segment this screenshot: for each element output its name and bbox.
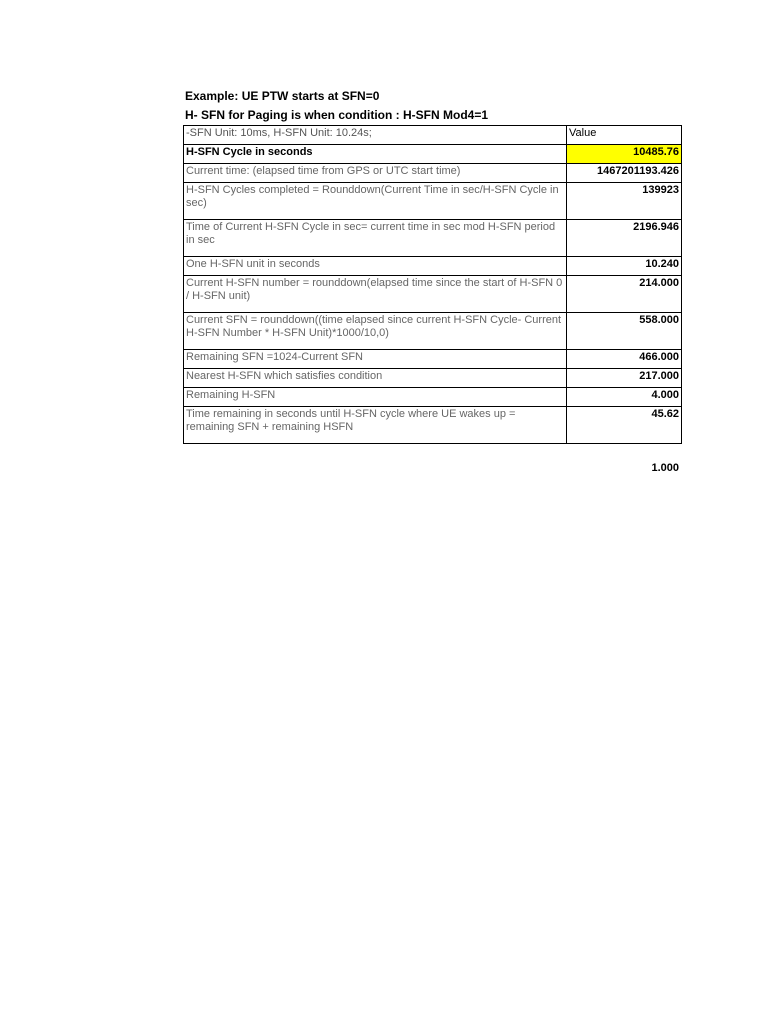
label-cell[interactable]: Time remaining in seconds until H-SFN cycle where UE wakes up = remaining SFN + remaining HSFN	[184, 407, 567, 444]
table-row	[184, 183, 682, 220]
table-row	[184, 145, 682, 164]
label-cell[interactable]: H-SFN Cycles completed = Rounddown(Current Time in sec/H-SFN Cycle in sec)	[184, 183, 567, 220]
label-cell[interactable]: One H-SFN unit in seconds	[184, 257, 567, 276]
table-row	[184, 220, 682, 257]
value-cell[interactable]: 217.000	[567, 369, 682, 388]
table-row	[184, 257, 682, 276]
calculation-table	[183, 125, 682, 444]
value-cell-highlighted[interactable]: 10485.76	[567, 145, 682, 164]
value-cell[interactable]: 558.000	[567, 313, 682, 350]
label-cell[interactable]: Remaining SFN =1024-Current SFN	[184, 350, 567, 369]
value-cell[interactable]: 10.240	[567, 257, 682, 276]
label-cell[interactable]: Nearest H-SFN which satisfies condition	[184, 369, 567, 388]
paging-condition-heading: H- SFN for Paging is when condition : H-SFN Mod4=1	[185, 108, 488, 122]
label-cell[interactable]: H-SFN Cycle in seconds	[184, 145, 567, 164]
label-cell[interactable]: Remaining H-SFN	[184, 388, 567, 407]
value-cell[interactable]: 45.62	[567, 407, 682, 444]
example-heading: Example: UE PTW starts at SFN=0	[185, 89, 380, 103]
table-row	[184, 350, 682, 369]
value-cell[interactable]: 139923	[567, 183, 682, 220]
label-cell[interactable]: Time of Current H-SFN Cycle in sec= current time in sec mod H-SFN period in sec	[184, 220, 567, 257]
value-cell[interactable]: 2196.946	[567, 220, 682, 257]
table-row	[184, 388, 682, 407]
value-cell[interactable]: 214.000	[567, 276, 682, 313]
label-cell[interactable]: Current time: (elapsed time from GPS or UTC start time)	[184, 164, 567, 183]
standalone-value-cell[interactable]: 1.000	[651, 462, 679, 474]
table-row	[184, 313, 682, 350]
table-row	[184, 276, 682, 313]
table-row	[184, 407, 682, 444]
table-header-row	[184, 126, 682, 145]
value-cell[interactable]: 4.000	[567, 388, 682, 407]
header-value-cell[interactable]: Value	[567, 126, 682, 145]
header-label-cell[interactable]: -SFN Unit: 10ms, H-SFN Unit: 10.24s;	[184, 126, 567, 145]
label-cell[interactable]: Current H-SFN number = rounddown(elapsed time since the start of H-SFN 0 / H-SFN unit)	[184, 276, 567, 313]
table-row	[184, 369, 682, 388]
value-cell[interactable]: 1467201193.426	[567, 164, 682, 183]
value-cell[interactable]: 466.000	[567, 350, 682, 369]
table-row	[184, 164, 682, 183]
label-cell[interactable]: Current SFN = rounddown((time elapsed since current H-SFN Cycle- Current H-SFN Number * H-SFN Unit)*1000/10,0)	[184, 313, 567, 350]
